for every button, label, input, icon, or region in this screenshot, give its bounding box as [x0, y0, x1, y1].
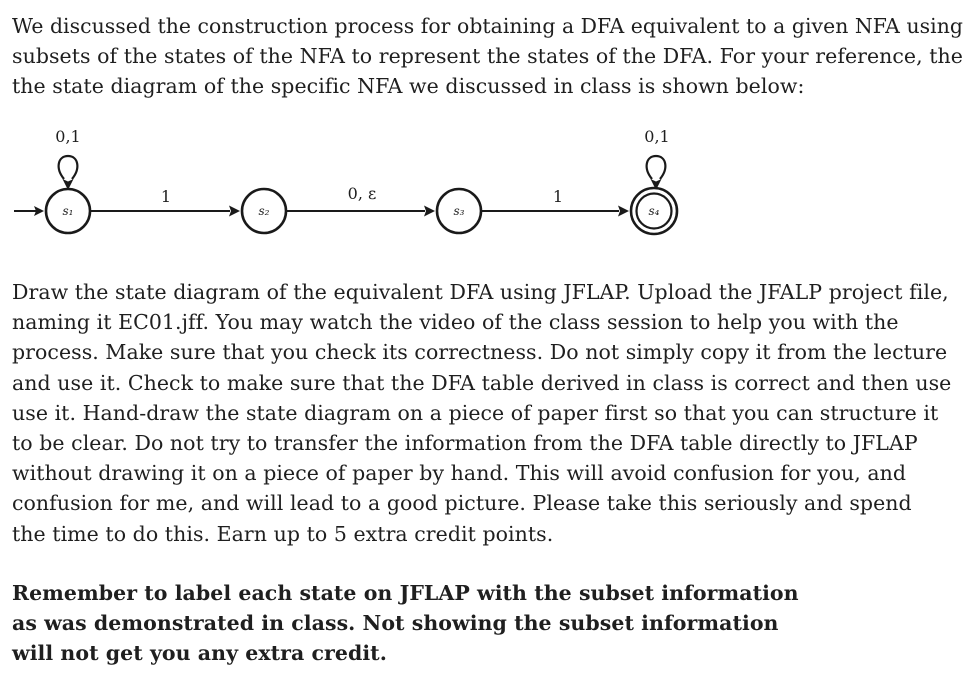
state-s3-label: s₃	[453, 204, 465, 218]
instructions-line: naming it EC01.jff. You may watch the video of the class session to help you with the	[12, 310, 899, 335]
note-line: Remember to label each state on JFLAP with the subset information	[12, 581, 799, 605]
state-s4-label: s₄	[648, 204, 660, 218]
instructions-line: to be clear. Do not try to transfer the information from the DFA table directly to JFLAP	[12, 431, 918, 456]
self-loop-s1-label: 0,1	[55, 127, 81, 146]
self-loop-s1	[59, 156, 78, 179]
instructions-line: process. Make sure that you check its correctness. Do not simply copy it from the lecture	[12, 340, 948, 365]
instructions-line: the time to do this. Earn up to 5 extra credit points.	[12, 521, 554, 546]
intro-paragraph	[12, 11, 969, 102]
instructions-line: confusion for me, and will lead to a good picture. Please take this seriously and spend	[12, 491, 912, 516]
intro-line: the state diagram of the specific NFA we discussed in class is shown below:	[12, 74, 805, 99]
intro-line: We discussed the construction process for obtaining a DFA equivalent to a given NFA using	[12, 14, 963, 38]
nfa-state-diagram	[0, 118, 969, 258]
state-s1-label: s₁	[62, 204, 74, 218]
instructions-line: use it. Hand-draw the state diagram on a piece of paper first so that you can structure it	[12, 400, 939, 425]
transition-s2-s3-arrowhead	[424, 206, 435, 217]
transition-s2-s3-label: 0, ε	[347, 184, 377, 203]
state-s4-accepting	[631, 188, 677, 234]
transition-s1-s2-arrowhead	[229, 206, 240, 217]
instructions-line: and use it. Check to make sure that the DFA table derived in class is correct and then use	[12, 370, 952, 395]
self-loop-s4	[647, 156, 666, 179]
state-s3	[437, 189, 481, 233]
instructions-paragraph	[12, 277, 951, 549]
note-line: as was demonstrated in class. Not showing the subset information	[12, 611, 779, 636]
instructions-line: without drawing it on a piece of paper by hand. This will avoid confusion for you, and	[12, 461, 907, 486]
instructions-line: Draw the state diagram of the equivalent DFA using JFLAP. Upload the JFALP project file,	[12, 280, 949, 304]
transition-s1-s2-label: 1	[160, 187, 172, 206]
important-note	[12, 578, 799, 669]
note-line: will not get you any extra credit.	[12, 641, 387, 666]
transition-s3-s4-label: 1	[552, 187, 564, 206]
transition-s3-s4-arrowhead	[618, 206, 629, 217]
state-s2-label: s₂	[258, 204, 270, 218]
intro-line: subsets of the states of the NFA to represent the states of the DFA. For your reference, the	[12, 44, 963, 69]
state-s1	[46, 189, 90, 233]
self-loop-s4-label: 0,1	[644, 127, 670, 146]
state-s2	[242, 189, 286, 233]
